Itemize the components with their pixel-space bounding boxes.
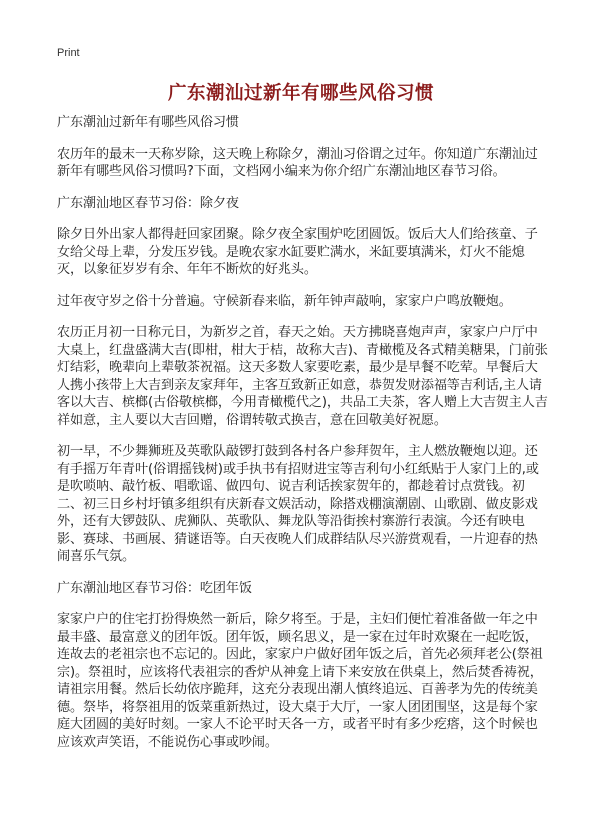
- print-link[interactable]: Print: [57, 47, 80, 59]
- section-heading-chuxi: 广东潮汕地区春节习俗：除夕夜: [57, 195, 239, 211]
- chuxi-paragraph: 除夕日外出家人都得赶回家团聚。除夕夜全家围炉吃团圆饭。饭后大人们给孩童、子女给父母上辈，分发压岁钱。是晚农家水缸要贮满水，米缸要填满米，灯火不能熄灭，以象征岁岁有余、年年不断炊的好兆头。: [57, 227, 538, 277]
- intro-paragraph: 农历年的最末一天称岁除，这天晚上称除夕，潮汕习俗谓之过年。你知道广东潮汕过新年有哪些风俗习惯吗?下面，文档网小编来为你介绍广东潮汕地区春节习俗。: [57, 146, 538, 179]
- article-heading: 广东潮汕过新年有哪些风俗习惯: [57, 115, 239, 130]
- section-heading-tuannianfan: 广东潮汕地区春节习俗：吃团年饭: [57, 580, 252, 596]
- article-body: [57, 114, 549, 751]
- tuannianfan-paragraph: 家家户户的住宅打扮得焕然一新后，除夕将至。于是，主妇们便忙着准备做一年之中最丰盛、最富意义的团年饭。团年饭，顾名思义，是一家在过年时欢聚在一起吃饭，连故去的老祖宗也不忘记的。因此，家家户户做好团年饭之后，首先必须拜老公(祭祖宗)。祭祖时，应该将代表祖宗的香炉从神龛上请下来安放在供桌上，然后焚香祷祝，请祖宗用餐。然后长幼依序跪拜，这充分表现出潮人慎终追远、百善孝为先的传统美德。祭毕，将祭祖用的饭菜重新热过，设大桌于大厅，一家人团团围坚，这是每个家庭大团圆的美好时刻。一家人不论平时天各一方，或者平时有多少疙瘩，这个时候也应该欢声笑语，不能说伤心事或吵闹。: [57, 612, 543, 750]
- shousui-paragraph: 过年夜守岁之俗十分普遍。守候新春来临，新年钟声敲响，家家户户鸣放鞭炮。: [57, 293, 512, 309]
- page-title: 广东潮汕过新年有哪些风俗习惯: [167, 83, 434, 104]
- yuanri-paragraph: 农历正月初一日称元日，为新岁之首，春天之始。天方拂晓喜炮声声，家家户户厅中大桌上，红盘盛满大吉(即柑，柑大于桔，故称大吉)、青橄榄及各式精美糖果，门前张灯结彩，晚辈向上辈敬茶祝福。这天多数人家要吃素，最少是早餐不吃荤。早餐后大人携小孩带上大吉到亲友家拜年，主客互致新正如意，恭贺发财添福等吉利话,主人请客以大吉、槟榔(古俗敬槟榔，今用青橄榄代之)，共品工夫茶，客人赠上大吉贺主人吉祥如意，主人要以大吉回赠，俗谓转敬式换吉，意在回敬美好祝愿。: [57, 325, 548, 428]
- chuyi-paragraph: 初一早，不少舞狮班及英歌队敲锣打鼓到各村各户参拜贺年，主人燃放鞭炮以迎。还有手摇万年青叶(俗谓摇钱树)或手执书有招财进宝等吉利句小红纸贴于人家门上的,或是吹唢呐、敲竹板、唱歌谣、做四句、说吉利话挨家贺年的，都趁着讨点赏钱。初二、初三日乡村圩镇多组织有庆新春文娱活动，除搭戏棚演潮剧、山歌剧、做皮影戏外，还有大锣鼓队、虎狮队、英歌队、舞龙队等沿街挨村寨游行表演。今还有映电影、赛球、书画展、猜谜语等。白天夜晚人们成群结队尽兴游赏观看，一片迎春的热闹喜乐气氛。: [57, 444, 539, 564]
